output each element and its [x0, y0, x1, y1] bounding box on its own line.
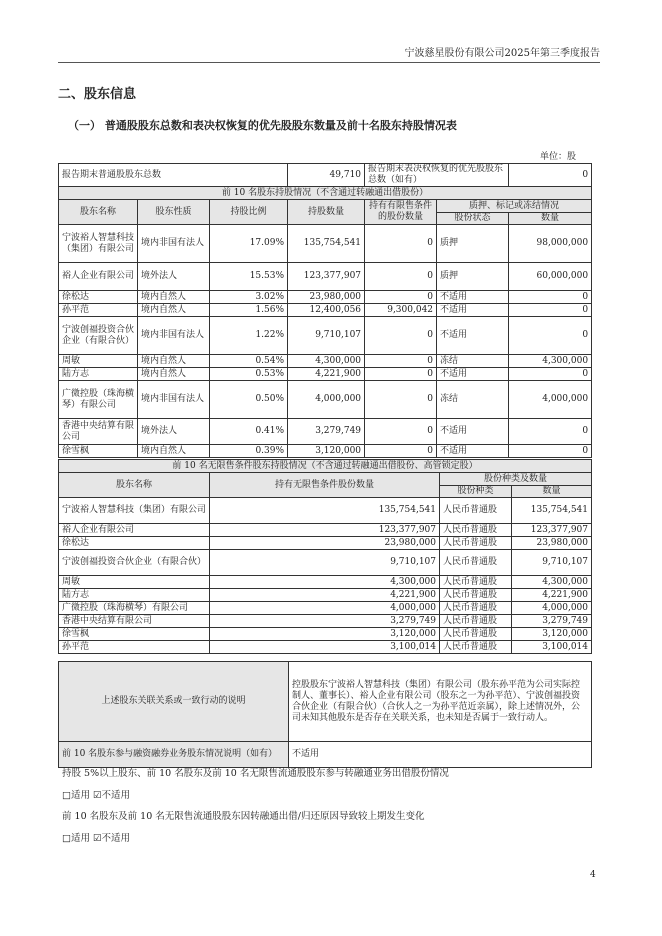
holding-qty: 23,980,000 — [288, 291, 365, 304]
table-row — [59, 524, 592, 537]
table-row — [59, 368, 592, 381]
option-lending-change: □适用 ☑不适用 — [62, 833, 131, 844]
status-count: 60,000,000 — [509, 263, 592, 291]
table-row — [59, 576, 592, 589]
table-row — [59, 628, 592, 641]
status-count: 0 — [509, 317, 592, 355]
table-row — [59, 445, 592, 458]
share-kind: 人民币普通股 — [440, 498, 512, 524]
holding-qty: 123,377,907 — [288, 263, 365, 291]
shareholder-name: 徐雪枫 — [59, 445, 138, 458]
note-lending: 持股 5%以上股东、前 10 名股东及前 10 名无限售流通股股东参与转融通业务出借股份情况 — [62, 768, 449, 779]
subsection-title: （一） 普通股股东总数和表决权恢复的优先股股东数量及前十名股东持股情况表 — [68, 119, 457, 132]
shareholder-name: 徐雪枫 — [59, 628, 210, 641]
table-row — [59, 291, 592, 304]
option-lending: □适用 ☑不适用 — [62, 790, 131, 801]
holding-ratio: 0.41% — [210, 419, 288, 445]
holding-ratio: 0.54% — [210, 355, 288, 368]
holding-qty: 3,120,000 — [288, 445, 365, 458]
holding-ratio: 3.02% — [210, 291, 288, 304]
kind-count: 4,221,900 — [512, 589, 592, 602]
status-count: 0 — [509, 368, 592, 381]
share-status: 不适用 — [437, 368, 509, 381]
shareholder-name: 香港中央结算有限公司 — [59, 419, 138, 445]
holding-ratio: 0.53% — [210, 368, 288, 381]
status-count: 0 — [509, 419, 592, 445]
share-kind: 人民币普通股 — [440, 641, 512, 654]
top10-rows — [59, 225, 592, 458]
shareholder-name: 裕人企业有限公司 — [59, 524, 210, 537]
shareholder-name: 广微控股（珠海横琴）有限公司 — [59, 381, 138, 419]
share-kind: 人民币普通股 — [440, 589, 512, 602]
restricted-qty: 0 — [365, 263, 437, 291]
restricted-qty: 0 — [365, 291, 437, 304]
shareholder-name: 周敏 — [59, 355, 138, 368]
shareholder-nature: 境内自然人 — [138, 368, 210, 381]
unrestricted-title: 前 10 名无限售条件股东持股情况（不含通过转融通出借股份、高管锁定股） — [59, 460, 592, 473]
shareholder-name: 裕人企业有限公司 — [59, 263, 138, 291]
u-header-name: 股东名称 — [59, 473, 210, 498]
share-kind: 人民币普通股 — [440, 602, 512, 615]
status-count: 0 — [509, 304, 592, 317]
table-row — [59, 602, 592, 615]
share-kind: 人民币普通股 — [440, 524, 512, 537]
unrestricted-qty: 9,710,107 — [210, 550, 440, 576]
restricted-qty: 0 — [365, 355, 437, 368]
kind-count: 123,377,907 — [512, 524, 592, 537]
share-status: 质押 — [437, 225, 509, 263]
margin-label: 前 10 名股东参与融资融券业务股东情况说明（如有） — [59, 742, 289, 768]
pref-holders-value: 0 — [509, 164, 592, 187]
table-row — [59, 641, 592, 654]
holding-ratio: 17.09% — [210, 225, 288, 263]
note-lending-change: 前 10 名股东及前 10 名无限售流通股股东因转融通出借/归还原因导致较上期发生变化 — [62, 811, 425, 822]
u-header-count: 数量 — [512, 486, 592, 498]
table-row — [59, 304, 592, 317]
share-status: 冻结 — [437, 355, 509, 368]
holding-ratio: 0.50% — [210, 381, 288, 419]
share-kind: 人民币普通股 — [440, 576, 512, 589]
shareholder-nature: 境外法人 — [138, 419, 210, 445]
shareholder-name: 孙平范 — [59, 641, 210, 654]
page-number: 4 — [590, 870, 596, 880]
table-row — [59, 498, 592, 524]
header-qty: 持股数量 — [288, 200, 365, 225]
unrestricted-qty: 4,221,900 — [210, 589, 440, 602]
shareholder-nature: 境内自然人 — [138, 445, 210, 458]
summary-row — [59, 164, 592, 187]
share-status: 不适用 — [437, 445, 509, 458]
table-row — [59, 225, 592, 263]
restricted-qty: 0 — [365, 225, 437, 263]
holding-qty: 4,000,000 — [288, 381, 365, 419]
holding-ratio: 15.53% — [210, 263, 288, 291]
kind-count: 135,754,541 — [512, 498, 592, 524]
shareholder-name: 宁波创福投资合伙企业（有限合伙） — [59, 550, 210, 576]
shareholder-name: 陆方志 — [59, 589, 210, 602]
pref-holders-label: 报告期末表决权恢复的优先股股东总数（如有） — [365, 164, 509, 187]
header-ratio: 持股比例 — [210, 200, 288, 225]
shareholder-name: 徐松达 — [59, 291, 138, 304]
shareholder-name: 宁波裕人智慧科技（集团）有限公司 — [59, 498, 210, 524]
top10-title: 前 10 名股东持股情况（不含通过转融通出借股份） — [59, 187, 592, 200]
share-status: 质押 — [437, 263, 509, 291]
shareholder-nature: 境内非国有法人 — [138, 381, 210, 419]
shareholder-name: 陆方志 — [59, 368, 138, 381]
shareholder-nature: 境内自然人 — [138, 291, 210, 304]
table-row — [59, 355, 592, 368]
header-restricted: 持有有限售条件的股份数量 — [365, 200, 437, 225]
share-status: 不适用 — [437, 304, 509, 317]
header-nature: 股东性质 — [138, 200, 210, 225]
unrestricted-qty: 135,754,541 — [210, 498, 440, 524]
top10-shareholders-table — [58, 163, 592, 458]
shareholder-nature: 境内自然人 — [138, 304, 210, 317]
share-status: 不适用 — [437, 419, 509, 445]
unit-label: 单位：股 — [540, 152, 577, 162]
u-header-kind: 股份种类 — [440, 486, 512, 498]
status-count: 4,000,000 — [509, 381, 592, 419]
unrestricted-qty: 4,000,000 — [210, 602, 440, 615]
shareholder-nature: 境内自然人 — [138, 355, 210, 368]
status-count: 98,000,000 — [509, 225, 592, 263]
shareholder-name: 宁波创福投资合伙企业（有限合伙） — [59, 317, 138, 355]
unrestricted-qty: 3,100,014 — [210, 641, 440, 654]
share-kind: 人民币普通股 — [440, 550, 512, 576]
unrestricted-qty: 4,300,000 — [210, 576, 440, 589]
unrestricted-qty: 3,120,000 — [210, 628, 440, 641]
header-count: 数量 — [509, 213, 592, 225]
notes-table — [58, 661, 592, 768]
unrestricted-qty: 123,377,907 — [210, 524, 440, 537]
table-row — [59, 615, 592, 628]
share-status: 冻结 — [437, 381, 509, 419]
header-pledge: 质押、标记或冻结情况 — [437, 200, 592, 213]
shareholder-nature: 境内非国有法人 — [138, 225, 210, 263]
share-kind: 人民币普通股 — [440, 537, 512, 550]
section-title: 二、股东信息 — [58, 87, 137, 102]
holding-qty: 4,300,000 — [288, 355, 365, 368]
holding-qty: 3,279,749 — [288, 419, 365, 445]
holding-ratio: 1.22% — [210, 317, 288, 355]
shareholder-nature: 境内非国有法人 — [138, 317, 210, 355]
kind-count: 4,000,000 — [512, 602, 592, 615]
unrestricted-shareholders-table — [58, 459, 592, 654]
unrestricted-qty: 3,279,749 — [210, 615, 440, 628]
share-status: 不适用 — [437, 291, 509, 304]
kind-count: 23,980,000 — [512, 537, 592, 550]
restricted-qty: 0 — [365, 445, 437, 458]
kind-count: 3,279,749 — [512, 615, 592, 628]
holding-qty: 12,400,056 — [288, 304, 365, 317]
table-row — [59, 419, 592, 445]
restricted-qty: 0 — [365, 419, 437, 445]
table-row — [59, 589, 592, 602]
page-header: 宁波慈星股份有限公司2025年第三季度报告 — [58, 44, 600, 63]
shareholder-name: 周敏 — [59, 576, 210, 589]
table-row — [59, 550, 592, 576]
shareholder-name: 香港中央结算有限公司 — [59, 615, 210, 628]
kind-count: 3,120,000 — [512, 628, 592, 641]
relation-label: 上述股东关联关系或一致行动的说明 — [59, 662, 289, 742]
table-row — [59, 381, 592, 419]
kind-count: 4,300,000 — [512, 576, 592, 589]
shareholder-name: 孙平范 — [59, 304, 138, 317]
header-name: 股东名称 — [59, 200, 138, 225]
shareholder-name: 徐松达 — [59, 537, 210, 550]
holding-qty: 9,710,107 — [288, 317, 365, 355]
status-count: 0 — [509, 445, 592, 458]
margin-text: 不适用 — [289, 742, 592, 768]
table-row — [59, 263, 592, 291]
table-row — [59, 537, 592, 550]
header-status: 股份状态 — [437, 213, 509, 225]
restricted-qty: 0 — [365, 317, 437, 355]
status-count: 0 — [509, 291, 592, 304]
common-holders-label: 报告期末普通股股东总数 — [59, 164, 288, 187]
relation-text: 控股股东宁波裕人智慧科技（集团）有限公司（股东孙平范为公司实际控制人、董事长）、裕人企业有限公司（股东之一为孙平范）、宁波创福投资合伙企业（有限合伙）（合伙人之一为孙平范近亲属），除上述情况外，公司未知其他股东是否存在关联关系，也未知是否属于一致行动人。 — [289, 662, 592, 742]
status-count: 4,300,000 — [509, 355, 592, 368]
holding-ratio: 0.39% — [210, 445, 288, 458]
share-status: 不适用 — [437, 317, 509, 355]
restricted-qty: 0 — [365, 381, 437, 419]
table-row — [59, 317, 592, 355]
shareholder-name: 广微控股（珠海横琴）有限公司 — [59, 602, 210, 615]
unrestricted-qty: 23,980,000 — [210, 537, 440, 550]
share-kind: 人民币普通股 — [440, 615, 512, 628]
shareholder-nature: 境外法人 — [138, 263, 210, 291]
kind-count: 9,710,107 — [512, 550, 592, 576]
holding-qty: 135,754,541 — [288, 225, 365, 263]
u-header-kind-group: 股份种类及数量 — [440, 473, 592, 486]
restricted-qty: 9,300,042 — [365, 304, 437, 317]
shareholder-name: 宁波裕人智慧科技（集团）有限公司 — [59, 225, 138, 263]
u-header-qty: 持有无限售条件股份数量 — [210, 473, 440, 498]
kind-count: 3,100,014 — [512, 641, 592, 654]
holding-qty: 4,221,900 — [288, 368, 365, 381]
common-holders-value: 49,710 — [288, 164, 365, 187]
unrestricted-rows — [59, 498, 592, 654]
share-kind: 人民币普通股 — [440, 628, 512, 641]
restricted-qty: 0 — [365, 368, 437, 381]
holding-ratio: 1.56% — [210, 304, 288, 317]
